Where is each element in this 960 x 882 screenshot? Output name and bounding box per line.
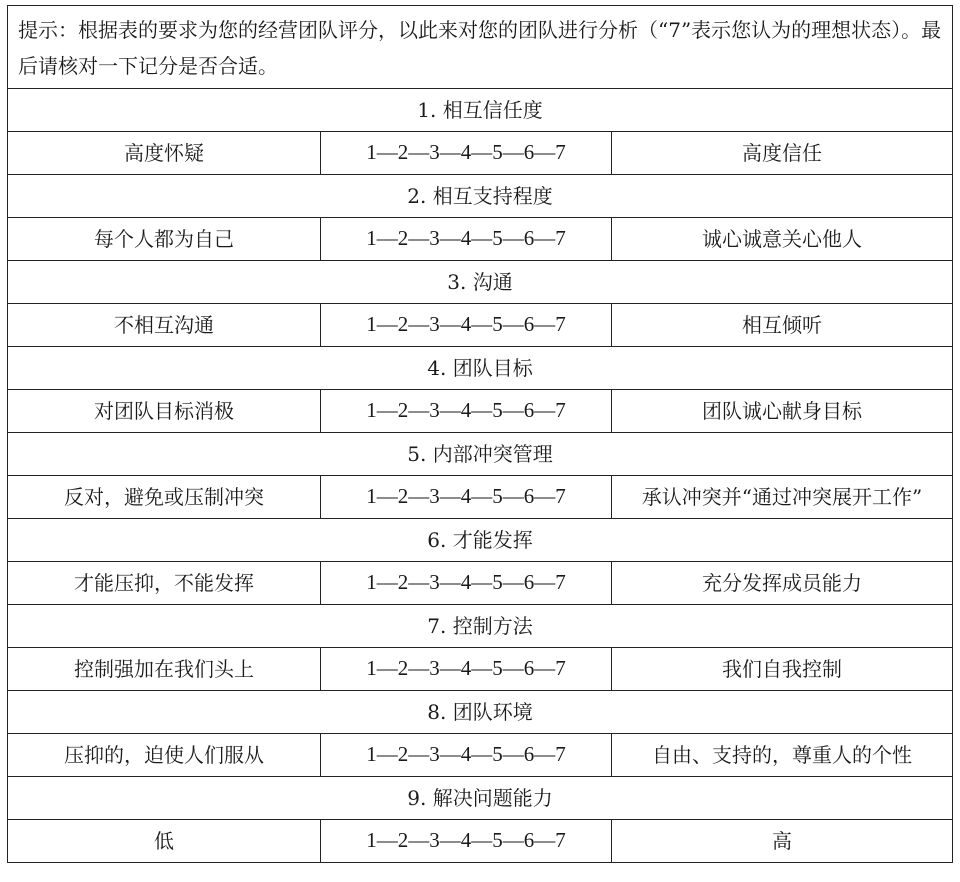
rating-scale[interactable]: 1—2—3—4—5—6—7 — [321, 562, 612, 605]
item-title: 6. 才能发挥 — [8, 519, 953, 562]
rating-scale[interactable]: 1—2—3—4—5—6—7 — [321, 648, 612, 691]
rating-scale[interactable]: 1—2—3—4—5—6—7 — [321, 476, 612, 519]
rating-scale[interactable]: 1—2—3—4—5—6—7 — [321, 218, 612, 261]
rating-scale[interactable]: 1—2—3—4—5—6—7 — [321, 304, 612, 347]
item-title: 1. 相互信任度 — [8, 89, 953, 132]
low-anchor-label: 对团队目标消极 — [8, 390, 321, 433]
high-anchor-label: 诚心诚意关心他人 — [612, 218, 953, 261]
high-anchor-label: 相互倾听 — [612, 304, 953, 347]
team-assessment-table — [7, 5, 953, 863]
low-anchor-label: 低 — [8, 820, 321, 863]
item-title: 8. 团队环境 — [8, 691, 953, 734]
low-anchor-label: 控制强加在我们头上 — [8, 648, 321, 691]
instructions-text: 提示：根据表的要求为您的经营团队评分，以此来对您的团队进行分析（“7”表示您认为的理想状态）。最后请核对一下记分是否合适。 — [8, 6, 953, 89]
high-anchor-label: 高 — [612, 820, 953, 863]
high-anchor-label: 自由、支持的，尊重人的个性 — [612, 734, 953, 777]
high-anchor-label: 承认冲突并“通过冲突展开工作” — [612, 476, 953, 519]
rating-scale[interactable]: 1—2—3—4—5—6—7 — [321, 132, 612, 175]
item-title: 9. 解决问题能力 — [8, 777, 953, 820]
item-title: 5. 内部冲突管理 — [8, 433, 953, 476]
item-title: 3. 沟通 — [8, 261, 953, 304]
rating-scale[interactable]: 1—2—3—4—5—6—7 — [321, 820, 612, 863]
high-anchor-label: 充分发挥成员能力 — [612, 562, 953, 605]
low-anchor-label: 才能压抑，不能发挥 — [8, 562, 321, 605]
low-anchor-label: 反对，避免或压制冲突 — [8, 476, 321, 519]
rating-scale[interactable]: 1—2—3—4—5—6—7 — [321, 734, 612, 777]
high-anchor-label: 高度信任 — [612, 132, 953, 175]
item-title: 4. 团队目标 — [8, 347, 953, 390]
low-anchor-label: 压抑的，迫使人们服从 — [8, 734, 321, 777]
low-anchor-label: 高度怀疑 — [8, 132, 321, 175]
item-title: 7. 控制方法 — [8, 605, 953, 648]
assessment-page — [7, 5, 952, 863]
low-anchor-label: 每个人都为自己 — [8, 218, 321, 261]
high-anchor-label: 团队诚心献身目标 — [612, 390, 953, 433]
rating-scale[interactable]: 1—2—3—4—5—6—7 — [321, 390, 612, 433]
item-title: 2. 相互支持程度 — [8, 175, 953, 218]
low-anchor-label: 不相互沟通 — [8, 304, 321, 347]
high-anchor-label: 我们自我控制 — [612, 648, 953, 691]
